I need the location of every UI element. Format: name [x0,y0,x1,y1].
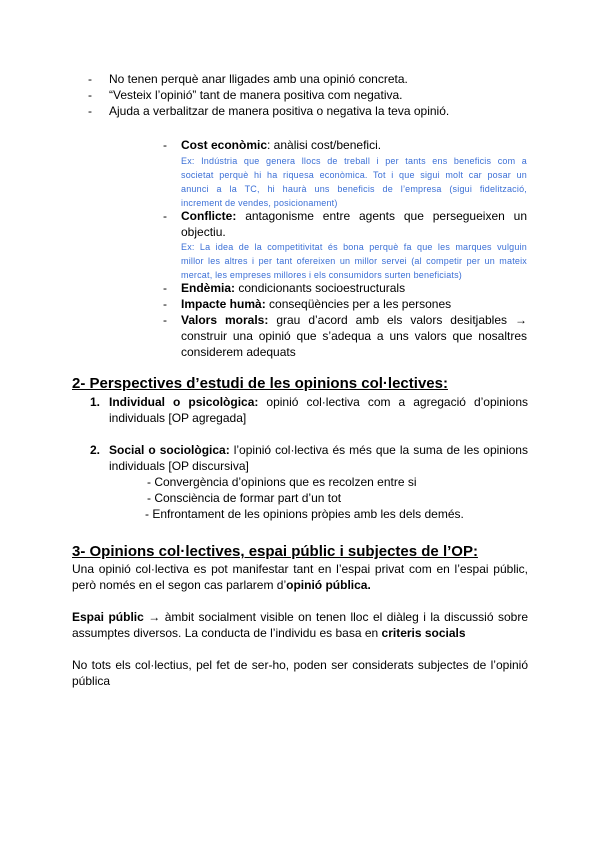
bold-term: Espai públic [72,610,144,624]
paragraph-line [72,626,466,641]
criterion-text: antagonisme entre agents que persegueixen un [236,209,527,223]
item-number: 1. [90,395,101,409]
item-number: 2. [90,443,101,457]
criterion-endemia [181,281,405,296]
list-item: No tenen perquè anar lligades amb una opinió concreta. [109,72,408,86]
perspective-text: individuals [OP discursiva] [109,459,249,473]
criterion-impacte [181,297,451,312]
example-text: Ex: La idea de la competitivitat és bona perquè fa que les marques vulguin [181,242,527,252]
list-item: Ajuda a verbalitzar de manera positiva o negativa la teva opinió. [109,104,450,118]
section-heading [72,543,478,560]
section-title: 3- Opinions col·lectives, espai públic i subjectes de l’OP: [72,543,478,560]
criterion-text: conseqüències per a les persones [265,297,452,311]
paragraph-text: → àmbit socialment visible on tenen lloc el diàleg i la discussió sobre [143,610,528,624]
example-text: Ex: Indústria que genera llocs de treball i per tants ens beneficis com a [181,156,527,166]
example-text: societat perquè hi ha riquesa econòmica. Tot i que sigui molt car posar un [181,170,527,180]
sub-item: - Enfrontament de les opinions pròpies amb les dels demés. [145,507,464,521]
sub-item: - Convergència d’opinions que es recolzen entre si [147,475,417,489]
criterion-label: Impacte humà: [181,297,266,311]
perspective-label: Individual o psicològica: [109,395,259,409]
paragraph-line: No tots els col·lectius, pel fet de ser-ho, poden ser considerats subjectes de l’opinió [72,658,528,672]
perspective-text: opinió col·lectiva com a agregació d’opinions [258,395,528,409]
perspective-text: l’opinió col·lectiva és més que la suma de les opinions [229,443,528,457]
paragraph-text: assumptes diversos. La conducta de l’individu es basa en [72,626,382,640]
perspective-text: individuals [OP agregada] [109,411,247,425]
criterion-text: : anàlisi cost/benefici. [267,138,382,152]
list-dash: - [163,313,167,327]
section-heading [72,375,448,392]
list-dash: - [88,88,92,102]
section-title: 2- Perspectives d’estudi de les opinions col·lectives: [72,375,448,392]
example-text: anunci a la TC, hi haurà uns beneficis de l’empresa (sigui fidelització, [181,184,527,194]
criterion-cost [181,138,381,153]
criterion-text: condicionants socioestructurals [235,281,406,295]
criterion-label: Valors morals: [181,313,269,327]
sub-item: - Consciència de formar part d’un tot [147,491,342,505]
list-dash: - [163,138,167,152]
list-dash: - [163,209,167,223]
paragraph-text: però només en el segon cas parlarem d’ [72,578,287,592]
example-text: millor les altres i per tant ofereixen un millor servei (al competir per un mateix [181,256,527,266]
paragraph-line: Una opinió col·lectiva es pot manifestar tant en l’espai privat com en l’espai públic, [72,562,528,576]
list-dash: - [163,297,167,311]
criterion-text: objectiu. [181,225,226,239]
criterion-text: construir una opinió que s’adequa a uns valors que nosaltres [181,329,527,343]
criterion-valors [181,313,527,328]
example-text: increment de vendes, posicionament) [181,198,338,208]
list-dash: - [88,72,92,86]
list-dash: - [88,104,92,118]
paragraph-line [72,578,371,593]
perspective-label: Social o sociològica: [109,443,230,457]
list-item: “Vesteix l’opinió” tant de manera positiva com negativa. [109,88,403,102]
criterion-text: considerem adequats [181,345,296,359]
paragraph-line: pública [72,674,111,688]
bold-term: opinió pública. [286,578,371,592]
criterion-label: Conflicte: [181,209,237,223]
criterion-text: grau d’acord amb els valors desitjables → [268,313,527,327]
perspective-social [109,443,528,458]
criterion-label: Endèmia: [181,281,236,295]
paragraph-line [72,610,528,625]
criterion-label: Cost econòmic [181,138,268,152]
perspective-individual [109,395,528,410]
bold-term: criteris socials [381,626,466,640]
example-text: mercat, les empreses millores i els consumidors surten beneficiats) [181,270,462,280]
criterion-conflict [181,209,527,224]
list-dash: - [163,281,167,295]
